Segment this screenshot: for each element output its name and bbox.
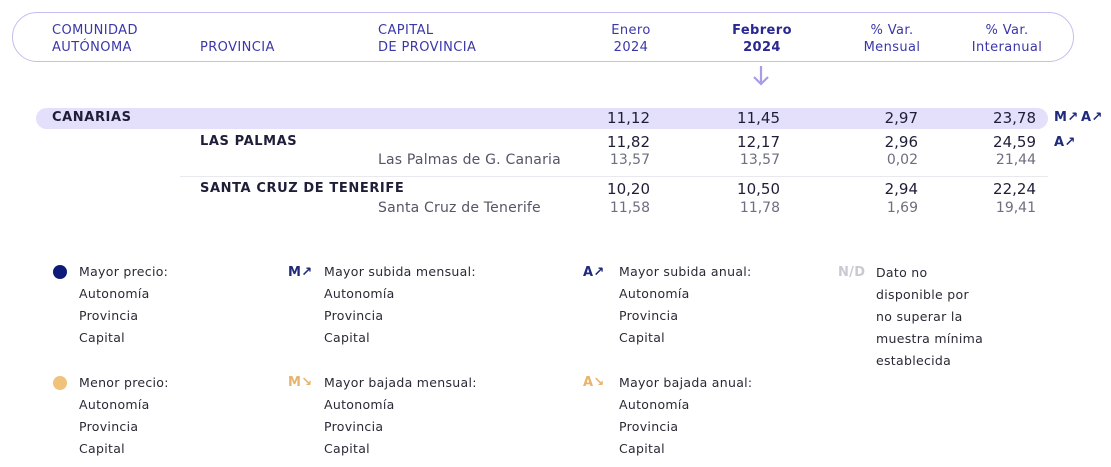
legend-item: Autonomía bbox=[619, 286, 690, 301]
header-febrero bbox=[722, 22, 802, 56]
header-label: % Var. bbox=[985, 23, 1029, 38]
legend-item: Dato no bbox=[876, 265, 928, 280]
legend-item: no superar la bbox=[876, 309, 963, 324]
province-var-mensual: 2,96 bbox=[884, 133, 918, 151]
province-enero: 11,82 bbox=[607, 133, 650, 151]
capital-febrero: 11,78 bbox=[739, 200, 780, 216]
nd-icon: N/D bbox=[838, 265, 866, 280]
badge-subida-mensual: M↗ bbox=[1054, 110, 1079, 125]
legend-mayor-precio bbox=[79, 261, 168, 349]
header-label: COMUNIDAD bbox=[52, 23, 138, 38]
legend-title: Mayor precio: bbox=[79, 264, 169, 279]
capital-var-mensual: 0,02 bbox=[886, 152, 918, 168]
subida-mensual-icon: M↗ bbox=[288, 265, 313, 280]
ccaa-febrero: 11,45 bbox=[737, 109, 780, 127]
capital-name: Las Palmas de G. Canaria bbox=[378, 152, 561, 168]
province-var-mensual: 2,94 bbox=[884, 180, 918, 198]
legend-subida-anual bbox=[619, 261, 752, 349]
legend-item: Autonomía bbox=[324, 286, 395, 301]
capital-enero: 11,58 bbox=[609, 200, 650, 216]
legend-menor-precio bbox=[79, 372, 169, 460]
capital-var-mensual: 1,69 bbox=[886, 200, 918, 216]
legend-item: Capital bbox=[619, 441, 665, 456]
legend-item: Autonomía bbox=[79, 286, 150, 301]
province-var-interanual: 22,24 bbox=[993, 180, 1036, 198]
legend-item: Capital bbox=[79, 330, 125, 345]
legend-item: Provincia bbox=[324, 308, 384, 323]
legend-item: Provincia bbox=[79, 308, 139, 323]
mayor-precio-dot-icon bbox=[53, 265, 67, 279]
header-comunidad-autonoma bbox=[52, 22, 138, 56]
subida-anual-icon: A↗ bbox=[583, 265, 605, 280]
header-var-mensual bbox=[852, 22, 932, 56]
legend-item: muestra mínima bbox=[876, 331, 984, 346]
bajada-mensual-icon: M↘ bbox=[288, 375, 313, 390]
legend-item: Capital bbox=[324, 441, 370, 456]
legend-subida-mensual bbox=[324, 261, 476, 349]
header-label: CAPITAL bbox=[378, 23, 434, 38]
capital-febrero: 13,57 bbox=[739, 152, 780, 168]
header-capital bbox=[378, 22, 476, 56]
ccaa-enero: 11,12 bbox=[607, 109, 650, 127]
province-febrero: 10,50 bbox=[737, 180, 780, 198]
legend-title: Mayor subida anual: bbox=[619, 264, 752, 279]
capital-enero: 13,57 bbox=[609, 152, 650, 168]
legend-title: Mayor subida mensual: bbox=[324, 264, 476, 279]
header-label: Mensual bbox=[863, 40, 921, 55]
legend-item: Capital bbox=[79, 441, 125, 456]
badge-subida-anual: A↗ bbox=[1081, 110, 1103, 125]
bajada-anual-icon: A↘ bbox=[583, 375, 605, 390]
capital-var-interanual: 19,41 bbox=[995, 200, 1036, 216]
header-enero bbox=[596, 22, 666, 56]
header-label: DE PROVINCIA bbox=[378, 40, 477, 55]
legend-item: Autonomía bbox=[324, 397, 395, 412]
header-label: 2024 bbox=[613, 40, 649, 55]
ccaa-name: CANARIAS bbox=[52, 110, 132, 125]
legend-item: establecida bbox=[876, 353, 952, 368]
header-label: 2024 bbox=[743, 40, 781, 55]
legend-item: disponible por bbox=[876, 287, 969, 302]
legend-title: Mayor bajada mensual: bbox=[324, 375, 477, 390]
province-febrero: 12,17 bbox=[737, 133, 780, 151]
ccaa-var-interanual: 23,78 bbox=[993, 109, 1036, 127]
ccaa-var-mensual: 2,97 bbox=[884, 109, 918, 127]
legend-title: Menor precio: bbox=[79, 375, 169, 390]
legend-bajada-anual bbox=[619, 372, 752, 460]
legend-title: Mayor bajada anual: bbox=[619, 375, 753, 390]
menor-precio-dot-icon bbox=[53, 376, 67, 390]
legend-item: Provincia bbox=[619, 308, 679, 323]
arrow-down-icon bbox=[751, 64, 771, 88]
legend-item: Provincia bbox=[324, 419, 384, 434]
province-var-interanual: 24,59 bbox=[993, 133, 1036, 151]
province-name: SANTA CRUZ DE TENERIFE bbox=[200, 181, 405, 196]
header-var-interanual bbox=[962, 22, 1052, 56]
header-label: AUTÓNOMA bbox=[52, 40, 132, 55]
province-name: LAS PALMAS bbox=[200, 134, 298, 149]
header-label: Enero bbox=[611, 23, 651, 38]
legend-item: Autonomía bbox=[79, 397, 150, 412]
legend-item: Provincia bbox=[79, 419, 139, 434]
legend-item: Capital bbox=[324, 330, 370, 345]
legend-item: Capital bbox=[619, 330, 665, 345]
province-enero: 10,20 bbox=[607, 180, 650, 198]
capital-var-interanual: 21,44 bbox=[995, 152, 1036, 168]
legend-nd bbox=[876, 262, 983, 372]
legend-bajada-mensual bbox=[324, 372, 477, 460]
badge-subida-anual: A↗ bbox=[1054, 135, 1076, 150]
header-label: Interanual bbox=[971, 40, 1043, 55]
header-provincia: PROVINCIA bbox=[200, 40, 275, 55]
header-label: Febrero bbox=[732, 23, 792, 38]
legend-item: Autonomía bbox=[619, 397, 690, 412]
header-label: % Var. bbox=[870, 23, 914, 38]
row-divider bbox=[180, 176, 1048, 177]
capital-name: Santa Cruz de Tenerife bbox=[378, 200, 541, 216]
legend-item: Provincia bbox=[619, 419, 679, 434]
